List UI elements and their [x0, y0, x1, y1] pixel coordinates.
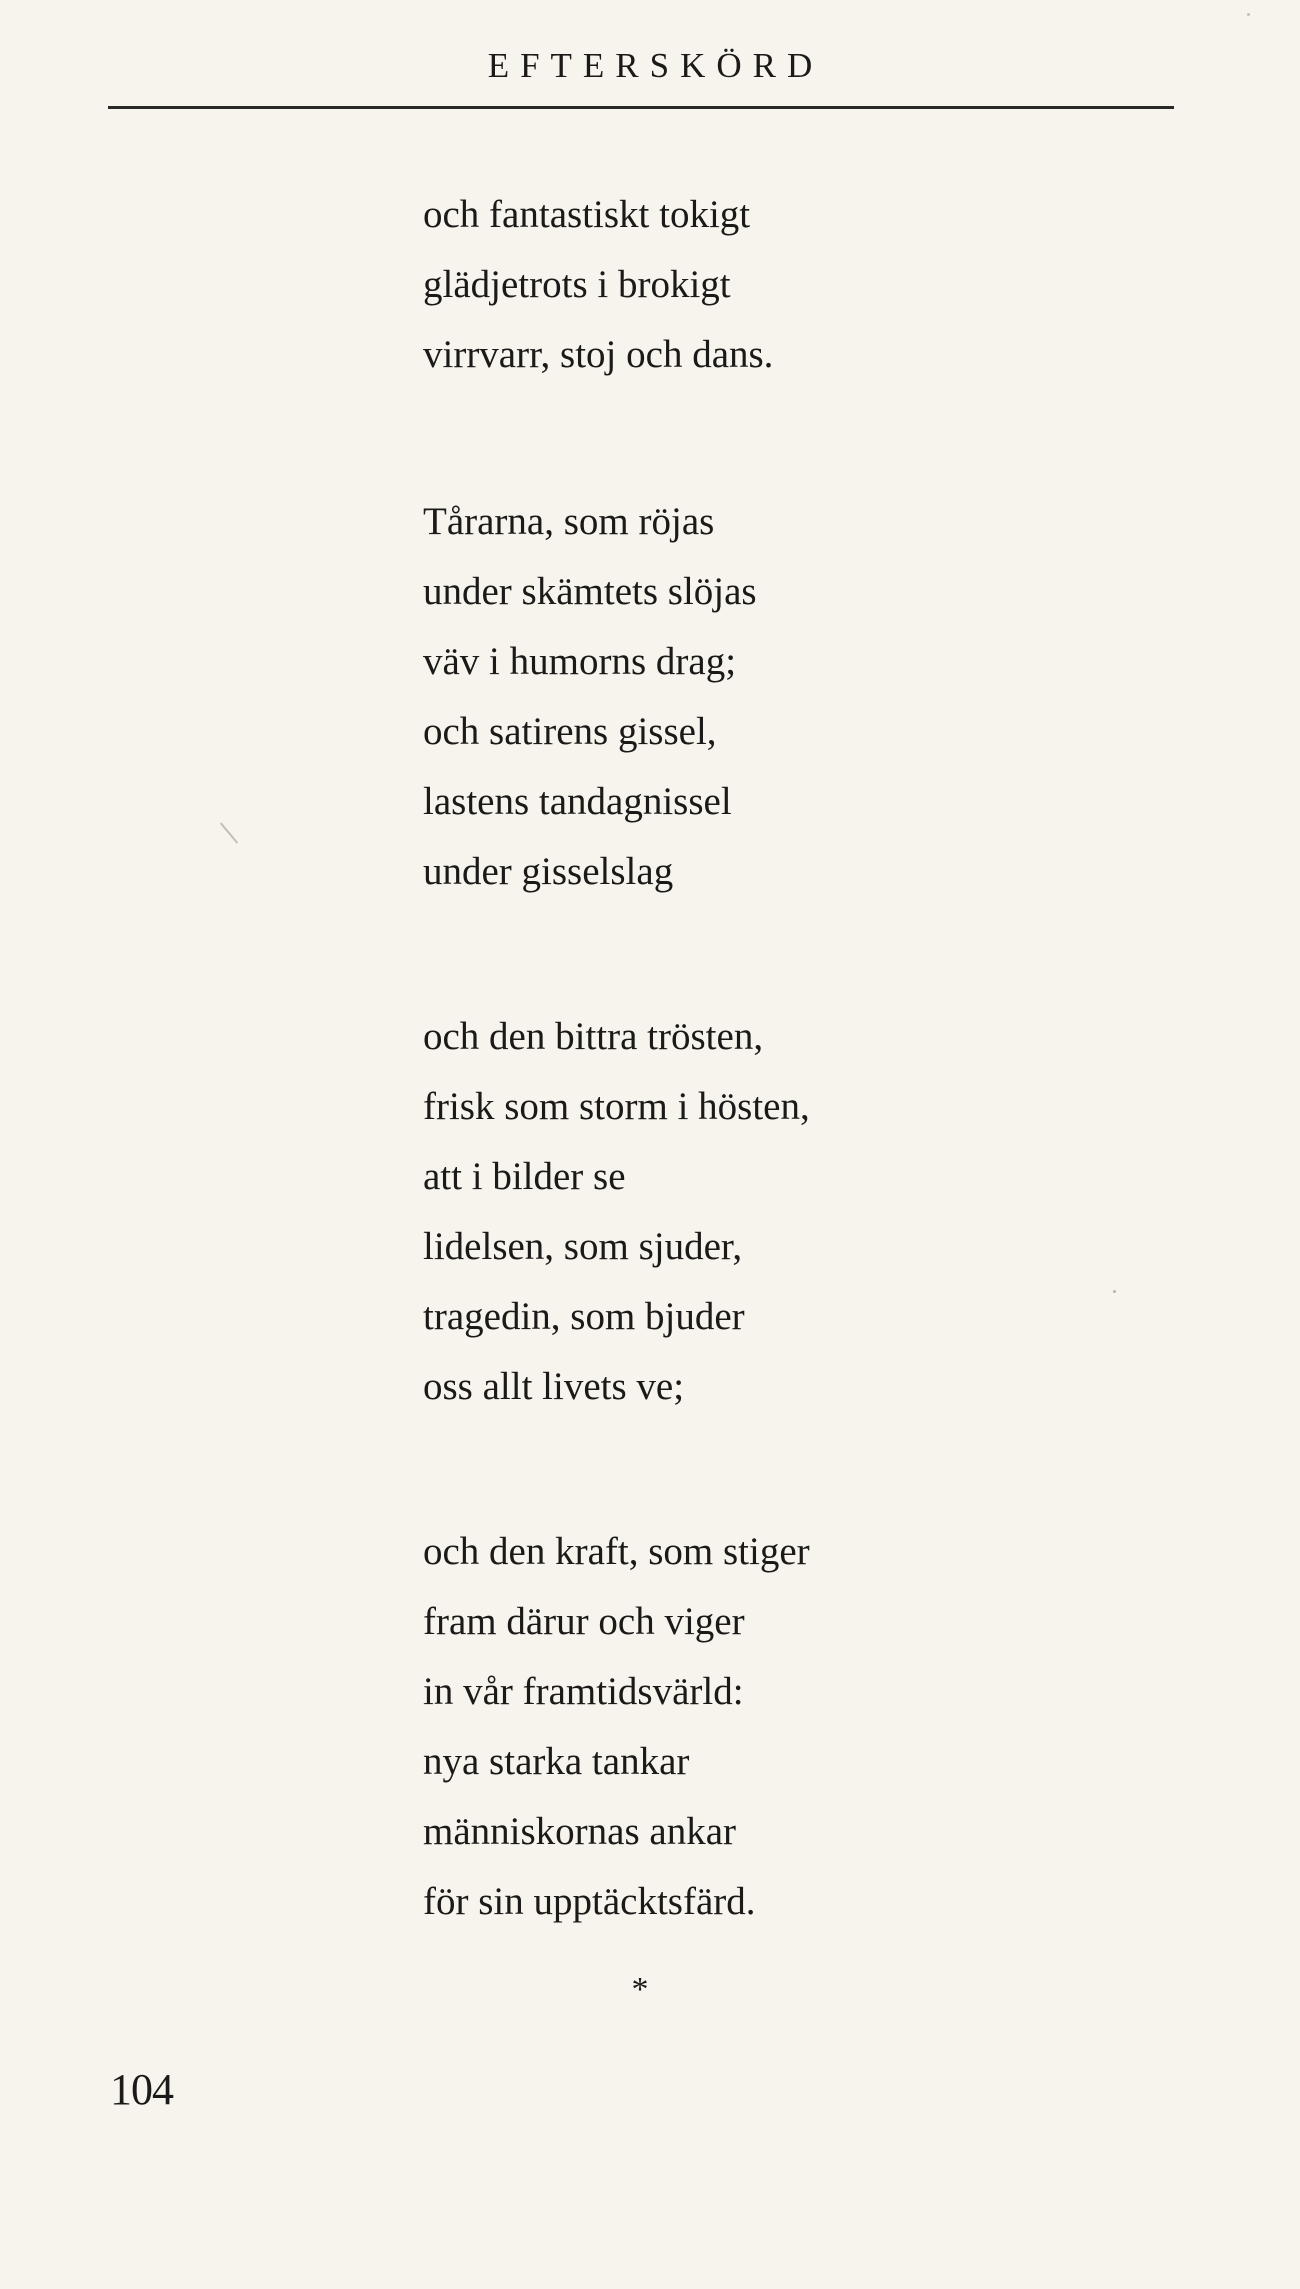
poem-line: under skämtets slöjas [423, 570, 757, 613]
poem-line: och den kraft, som stiger [423, 1530, 810, 1573]
poem-line: människornas ankar [423, 1810, 736, 1853]
paper-speck [1247, 13, 1250, 16]
stanza-3 [423, 1002, 810, 1422]
section-asterisk: * [631, 1971, 649, 2008]
poem-line: under gisselslag [423, 850, 674, 893]
poem-line: och den bittra trösten, [423, 1015, 764, 1058]
stanza-4 [423, 1517, 810, 1937]
poem-line: för sin upptäcktsfärd. [423, 1880, 756, 1923]
poem-line: och satirens gissel, [423, 710, 717, 753]
poem-line: väv i humorns drag; [423, 640, 737, 683]
paper-speck [220, 822, 238, 843]
poem-line: att i bilder se [423, 1155, 626, 1198]
poem-line: tragedin, som bjuder [423, 1295, 745, 1338]
poem-line: nya starka tankar [423, 1740, 690, 1783]
stanza-2 [423, 487, 757, 907]
poem-line: glädjetrots i brokigt [423, 263, 731, 306]
page-number: 104 [110, 2065, 173, 2114]
poem-line: oss allt livets ve; [423, 1365, 685, 1408]
poem-line: Tårarna, som röjas [423, 500, 715, 543]
poem-line: lastens tandagnissel [423, 780, 732, 823]
running-head-title: EFTERSKÖRD [487, 46, 824, 85]
header-rule [108, 106, 1174, 109]
stanza-1 [423, 180, 773, 390]
poem-line: fram därur och viger [423, 1600, 745, 1643]
paper-speck [1113, 1290, 1116, 1293]
poem-line: och fantastiskt tokigt [423, 193, 751, 236]
poem-line: virrvarr, stoj och dans. [423, 333, 774, 376]
poem-line: lidelsen, som sjuder, [423, 1225, 743, 1268]
poem-line: in vår framtidsvärld: [423, 1670, 744, 1713]
poem-line: frisk som storm i hösten, [423, 1085, 810, 1128]
